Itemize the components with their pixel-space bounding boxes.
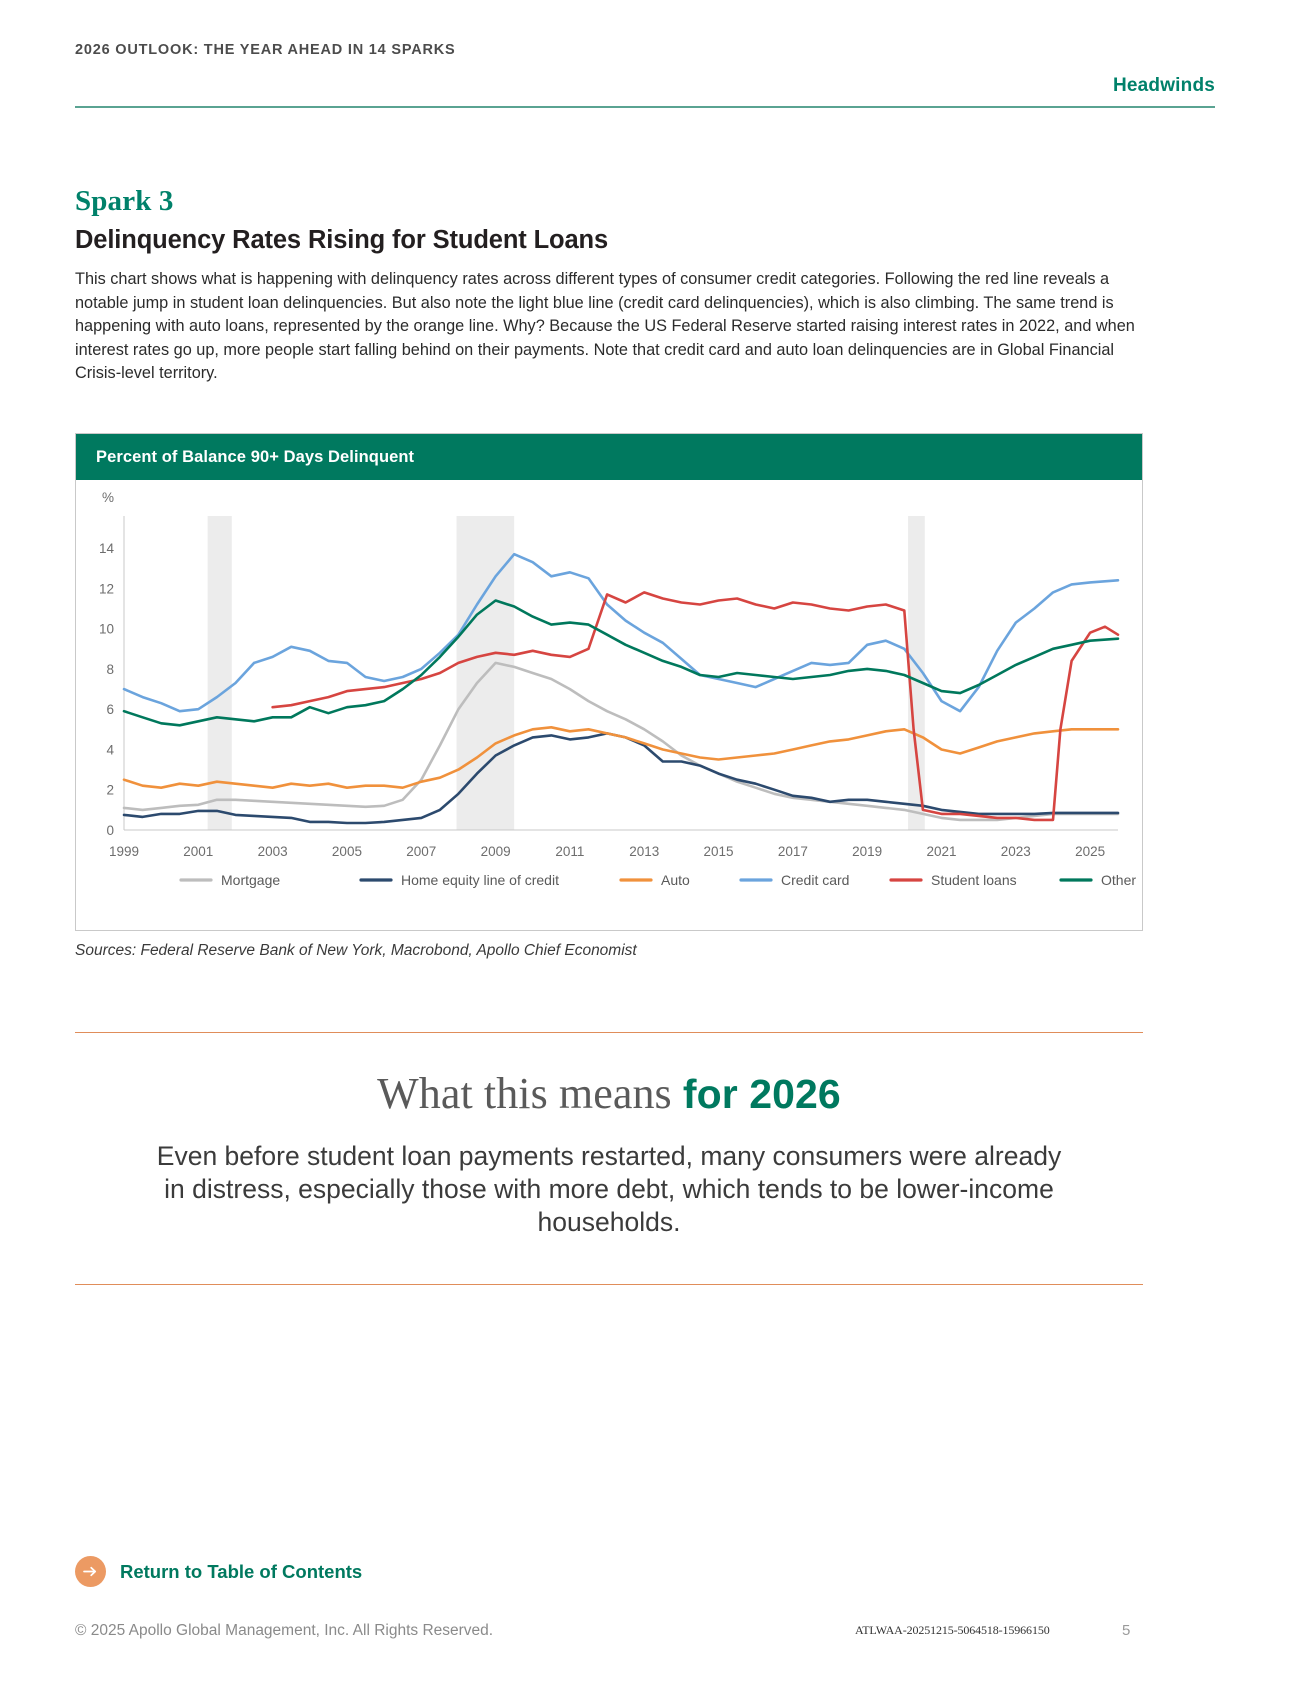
x-axis-tick-label: 2017 (777, 844, 808, 859)
x-axis-tick-label: 2003 (257, 844, 288, 859)
legend-label: Mortgage (221, 872, 281, 888)
page-title: Delinquency Rates Rising for Student Loans (75, 226, 609, 254)
legend-label: Credit card (781, 872, 850, 888)
header-kicker: 2026 OUTLOOK: THE YEAR AHEAD IN 14 SPARKS (75, 42, 456, 58)
series-line-credit-card (124, 554, 1118, 711)
y-axis-tick-label: 0 (106, 823, 114, 838)
x-axis-tick-label: 2015 (703, 844, 734, 859)
y-axis-tick-label: 8 (106, 661, 114, 677)
y-axis-tick-label: 14 (98, 541, 114, 557)
legend-label: Auto (661, 872, 690, 888)
series-line-mortgage (124, 663, 1118, 820)
x-axis-tick-label: 2013 (629, 844, 660, 859)
x-axis-tick-label: 2001 (183, 844, 214, 859)
spark-label: Spark 3 (75, 185, 174, 217)
chart-sources: Sources: Federal Reserve Bank of New York, Macrobond, Apollo Chief Economist (75, 942, 637, 959)
section-divider-top (75, 1032, 1143, 1033)
header-section-label: Headwinds (1112, 75, 1215, 96)
spark-body-text: This chart shows what is happening with delinquency rates across different types of consumer credit categories. Following the red line reveals a notable jump in student loan delinquencies. But also note the light blue line (credit card delinquencies), which is also climbing. The same trend is happening with auto loans, represented by the orange line. Why? Because the US Federal Reserve started raising interest rates in 2022, and when interest rates go up, more people start falling behind on their payments. Note that credit card and auto loan delinquencies are in Global Financial Crisis-level territory. (75, 270, 1135, 382)
y-axis-tick-label: 10 (98, 621, 114, 637)
what-this-means-heading (75, 1068, 1143, 1119)
x-axis-tick-label: 2005 (331, 844, 362, 859)
chart-title-bar (76, 434, 1142, 480)
legend-label: Student loans (931, 872, 1017, 888)
legend-label: Home equity line of credit (401, 872, 559, 888)
page-header (75, 42, 1215, 96)
x-axis-tick-label: 2011 (555, 844, 585, 859)
series-line-auto (124, 727, 1118, 787)
x-axis-tick-label: 1999 (108, 844, 140, 859)
document-code: ATLWAA-20251215-5064518-15966150 (855, 1623, 1050, 1637)
section-divider-bottom (75, 1284, 1143, 1285)
what-this-means-heading-plain: What this means (377, 1069, 683, 1118)
series-line-home-equity-line-of-credit (124, 733, 1118, 823)
x-axis-tick-label: 2021 (926, 844, 957, 859)
delinquency-line-chart (76, 480, 1142, 931)
what-this-means-body: Even before student loan payments restarted, many consumers were already in distress, especially those with more debt, which tends to be lower-income households. (156, 1141, 1062, 1237)
x-axis-tick-label: 2009 (480, 844, 511, 859)
y-axis-tick-label: 6 (106, 702, 114, 718)
what-this-means-heading-year: for 2026 (682, 1071, 841, 1117)
chart-card (75, 433, 1143, 931)
y-axis-title: % (101, 490, 114, 505)
y-axis-tick-label: 4 (106, 742, 114, 758)
return-to-toc-link[interactable] (75, 1556, 362, 1587)
header-divider (75, 106, 1215, 108)
x-axis-tick-label: 2023 (1000, 844, 1031, 859)
chart-title: Percent of Balance 90+ Days Delinquent (96, 447, 415, 466)
page-number: 5 (1122, 1622, 1131, 1639)
chart-plot-area (76, 480, 1142, 931)
copyright-text: © 2025 Apollo Global Management, Inc. All Rights Reserved. (75, 1622, 494, 1639)
legend-label: Other (1101, 872, 1137, 888)
x-axis-tick-label: 2007 (406, 844, 437, 859)
series-line-student-loans (273, 592, 1118, 820)
return-to-toc-label: Return to Table of Contents (120, 1560, 363, 1582)
x-axis-tick-label: 2019 (852, 844, 883, 859)
arrow-right-icon (75, 1556, 106, 1587)
x-axis-tick-label: 2025 (1075, 844, 1106, 859)
y-axis-tick-label: 12 (98, 581, 114, 597)
y-axis-tick-label: 2 (106, 782, 114, 798)
